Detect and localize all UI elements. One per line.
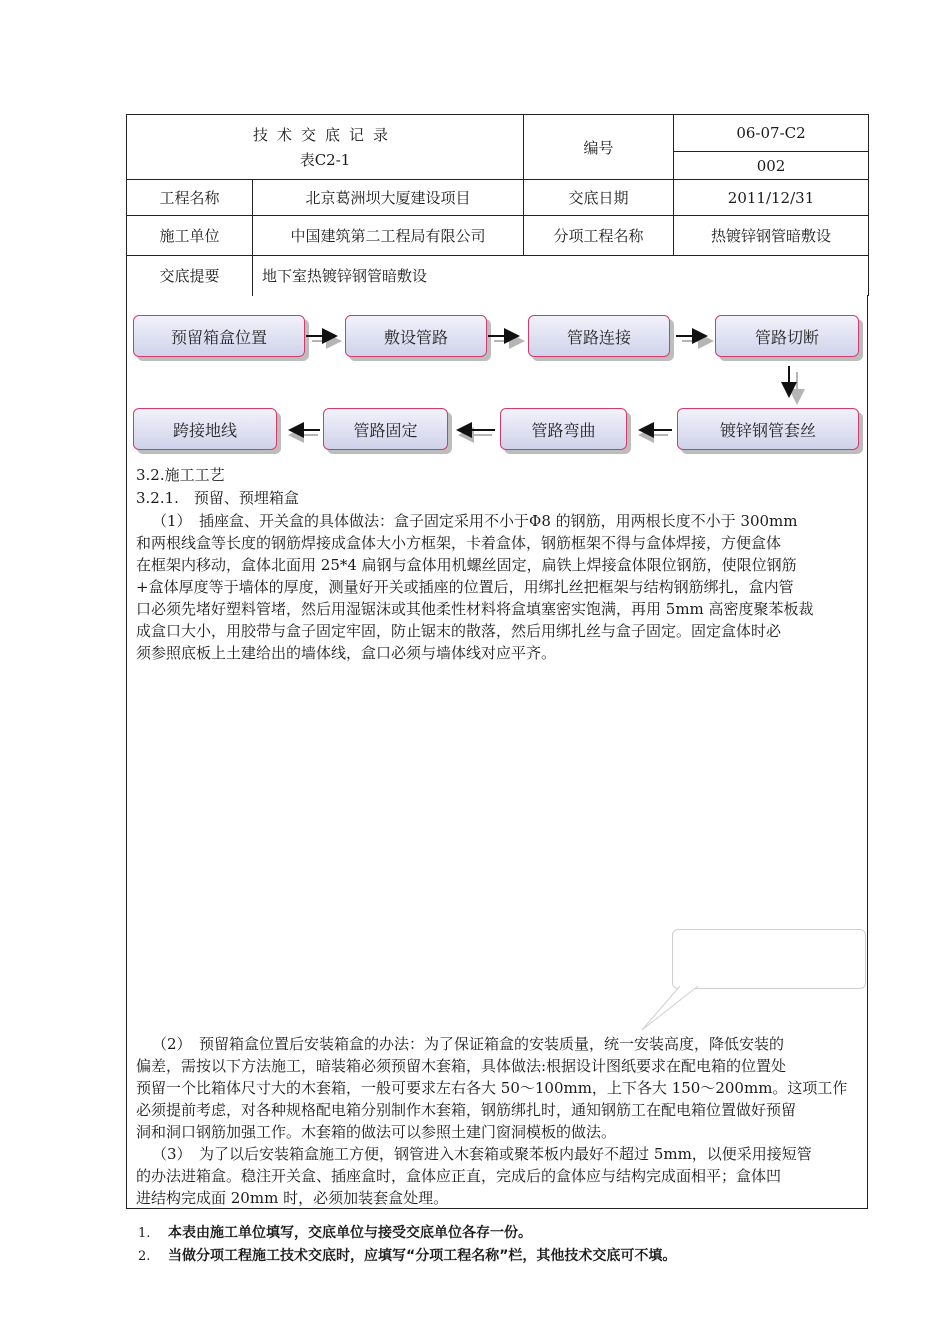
note-2: [138, 1245, 676, 1265]
project-name-label: 工程名称: [127, 180, 253, 216]
arrow-right-1: [306, 336, 340, 341]
flow-step-reserve-box: 预留箱盒位置: [133, 315, 305, 357]
p1-line: 成盒口大小，用胶带与盒子固定牢固，防止锯末的散落，然后用绑扎丝与盒子固定。固定盒体时必: [136, 622, 782, 640]
paragraph-1: [136, 510, 860, 664]
flow-step-pipe-bend: 管路弯曲: [500, 408, 627, 450]
p1-line: 在框架内移动，盒体北面用 25*4 扁钢与盒体用机螺丝固定，扁铁上焊接盒体限位钢筋，使限位钢筋: [136, 556, 797, 574]
p1-line: （1） 插座盒、开关盒的具体做法：盒子固定采用不小于Φ8 的钢筋，用两根长度不小于 300mm: [152, 512, 798, 530]
form-number: 表C2-1: [299, 151, 351, 169]
callout-box: [672, 929, 866, 989]
note-2-number: 2.: [138, 1249, 151, 1264]
arrow-left-2: [458, 430, 495, 435]
arrow-right-3: [676, 336, 712, 341]
flow-arrows: [0, 0, 950, 470]
note-1-number: 1.: [138, 1226, 151, 1241]
p1-line: 口必须先堵好塑料管堵，然后用湿锯沫或其他柔性材料将盒填塞密实饱满，再用 5mm 高密度聚苯板裁: [136, 600, 814, 618]
arrow-down: [789, 366, 797, 403]
p2-line: 洞和洞口钢筋加强工作。木套箱的做法可以参照土建门窗洞模板的做法。: [136, 1123, 617, 1141]
paragraph-3: [136, 1143, 860, 1209]
number-value-1: 06-07-C2: [674, 115, 869, 152]
form-title: 技术交底记录: [253, 126, 398, 144]
p1-line: +盒体厚度等于墙体的厚度，测量好开关或插座的位置后，用绑扎丝把框架与结构钢筋绑扎，盒内管: [136, 578, 794, 596]
p2-line: （2） 预留箱盒位置后安装箱盒的办法：为了保证箱盒的安装质量，统一安装高度，降低安装的: [152, 1035, 785, 1053]
flow-step-pipe-fix: 管路固定: [323, 408, 448, 450]
p3-line: （3） 为了以后安装箱盒施工方便，钢管进入木套箱或聚苯板内最好不超过 5mm，以便采用接短管: [152, 1145, 812, 1163]
arrow-left-1: [640, 430, 672, 435]
p1-line: 和两根线盒等长度的钢筋焊接成盒体大小方框架，卡着盒体，钢筋框架不得与盒体焊接，方便盒体: [136, 534, 782, 552]
flow-step-lay-pipe: 敷设管路: [345, 315, 487, 357]
subsection-heading: 3.2.1. 预留、预埋箱盒: [136, 489, 299, 507]
subitem-value: 热镀锌钢管暗敷设: [674, 216, 869, 256]
paragraph-2: [136, 1033, 860, 1143]
number-label: 编号: [524, 115, 674, 180]
date-value: 2011/12/31: [674, 180, 869, 216]
project-name-value: 北京葛洲坝大厦建设项目: [253, 180, 524, 216]
p2-line: 必须提前考虑，对各种规格配电箱分别制作木套箱，钢筋绑扎时，通知钢筋工在配电箱位置做好预留: [136, 1101, 797, 1119]
arrow-left-3: [290, 430, 320, 435]
summary-label: 交底提要: [127, 256, 253, 296]
flow-step-pipe-cut: 管路切断: [715, 315, 859, 357]
note-2-text: 当做分项工程施工技术交底时，应填写“分项工程名称”栏，其他技术交底可不填。: [168, 1248, 677, 1264]
contractor-value: 中国建筑第二工程局有限公司: [253, 216, 524, 256]
callout-pointer: [640, 984, 700, 1032]
date-label: 交底日期: [524, 180, 674, 216]
flow-step-bonding-jumper: 跨接地线: [133, 408, 277, 450]
p1-line: 须参照底板上土建给出的墙体线，盒口必须与墙体线对应平齐。: [136, 644, 557, 662]
note-1: [138, 1222, 532, 1242]
p3-line: 的办法进箱盒。稳注开关盒、插座盒时，盒体应正直，完成后的盒体应与结构完成面相平；盒体凹: [136, 1167, 782, 1185]
flow-step-threading: 镀锌钢管套丝: [677, 408, 859, 450]
summary-value: 地下室热镀锌钢管暗敷设: [253, 256, 869, 296]
p2-line: 偏差，需按以下方法施工，暗装箱必须预留木套箱，具体做法:根据设计图纸要求在配电箱的位置处: [136, 1057, 787, 1075]
p2-line: 预留一个比箱体尺寸大的木套箱，一般可要求左右各大 50～100mm，上下各大 150～200mm。这项工作: [136, 1079, 848, 1097]
p3-line: 进结构完成面 20mm 时，必须加装套盒处理。: [136, 1189, 449, 1207]
number-value-2: 002: [674, 152, 869, 180]
arrow-right-2: [488, 336, 523, 341]
section-heading: 3.2.施工工艺: [136, 466, 225, 484]
flow-step-pipe-connect: 管路连接: [528, 315, 670, 357]
contractor-label: 施工单位: [127, 216, 253, 256]
subitem-label: 分项工程名称: [524, 216, 674, 256]
note-1-text: 本表由施工单位填写，交底单位与接受交底单位各存一份。: [168, 1225, 532, 1241]
